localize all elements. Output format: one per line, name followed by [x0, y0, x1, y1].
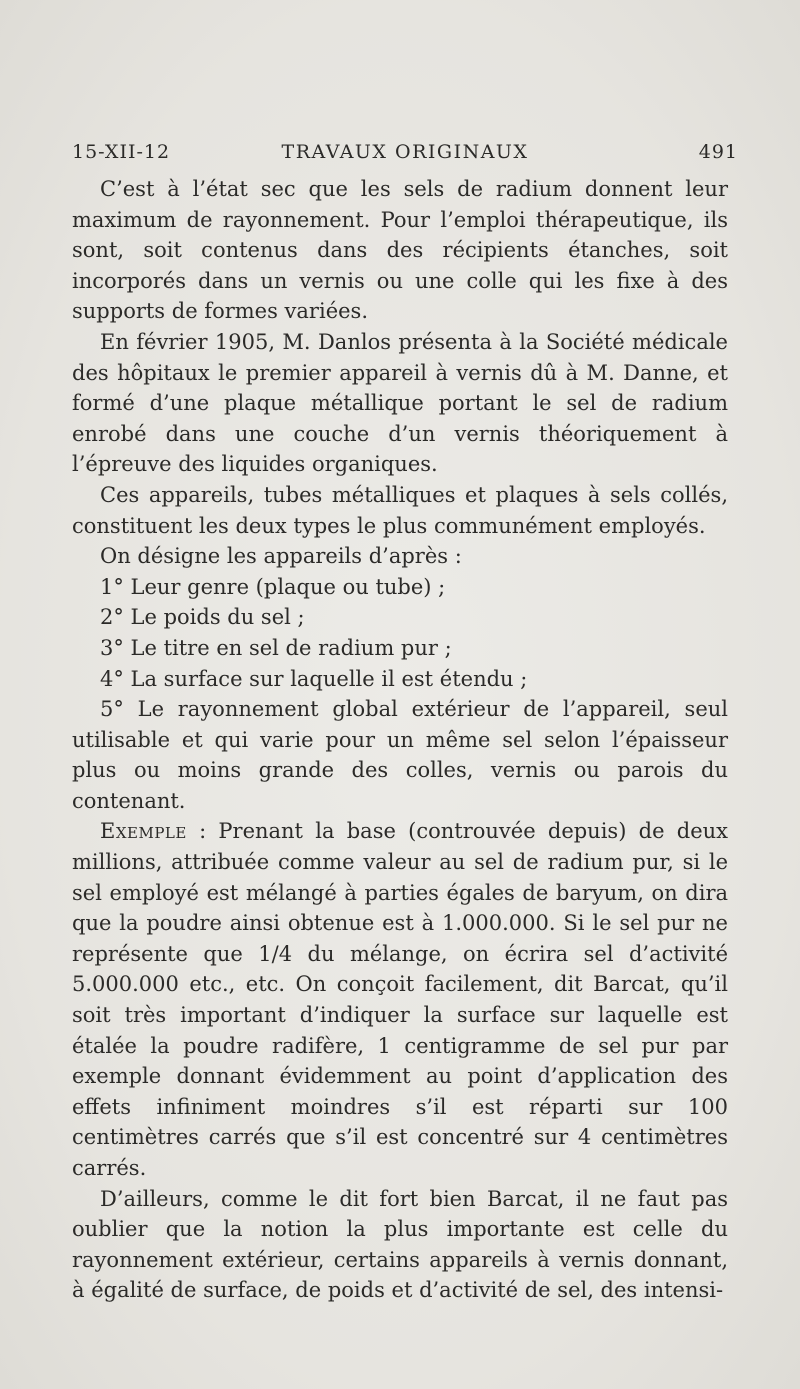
- header-section-title: TRAVAUX ORIGINAUX: [281, 141, 529, 163]
- list-item-poids: 2° Le poids du sel ;: [100, 605, 305, 630]
- list-item-rayonnement: 5° Le rayonnement global extérieur de l’appareil, seul utilisable et qui varie pour un même sel selon l’épaisseur plus ou moins grande des colles, vernis ou parois du contenant.: [72, 697, 728, 813]
- paragraph-barcat: D’ailleurs, comme le dit fort bien Barcat, il ne faut pas oublier que la notion la plus importante est celle du rayonnement extérieur, certains appareils à vernis donnant, à égalité de surface, de poids et d’activité de sel, des intensi-: [72, 1186, 728, 1303]
- paragraph-radium-dry-state: C’est à l’état sec que les sels de radium donnent leur maximum de rayonnement. Pour l’emploi thérapeutique, ils sont, soit contenus dans des récipients étanches, soit incorporés dans un vernis ou une colle qui les fixe à des supports de formes variées.: [72, 177, 728, 324]
- header-date: 15-XII-12: [72, 141, 171, 163]
- paragraph-danlos-1905: En février 1905, M. Danlos présenta à la Société médicale des hôpitaux le premier appareil à vernis dû à M. Danne, et formé d’une plaque métallique portant le sel de radium enrobé dans une couche d’un vernis théoriquement à l’épreuve des liquides organiques.: [72, 329, 728, 477]
- running-head: [72, 141, 738, 165]
- exemple-text: : Prenant la base (controuvée depuis) de deux millions, attribuée comme valeur au sel de radium pur, si le sel employé est mélangé à parties égales de baryum, on dira que la poudre ainsi obtenue est à 1.000.000. Si le sel pur ne représente que 1/4 du mélange, on écrira sel d’activité 5.000.000 etc., etc. On conçoit facilement, dit Barcat, qu’il soit très important d’indiquer la surface sur laquelle est étalée la poudre radifère, 1 centigramme de sel pur par exemple donnant évidemment au point d’application des effets infiniment moindres s’il est réparti sur 100 centimètres carrés que s’il est concentré sur 4 centimètres carrés.: [72, 819, 728, 1180]
- paragraph-designation-intro: On désigne les appareils d’après :: [100, 544, 462, 569]
- body-text: [72, 174, 728, 1306]
- page-number: 491: [698, 141, 738, 163]
- list-item-genre: 1° Leur genre (plaque ou tube) ;: [100, 574, 446, 599]
- list-item-surface: 4° La surface sur laquelle il est étendu ;: [100, 666, 528, 691]
- list-item-titre: 3° Le titre en sel de radium pur ;: [100, 635, 452, 660]
- paragraph-exemple: [72, 816, 728, 1183]
- exemple-label: Exemple: [100, 819, 187, 844]
- paragraph-appareils-types: Ces appareils, tubes métalliques et plaques à sels collés, constituent les deux types le plus communément employés.: [72, 482, 728, 538]
